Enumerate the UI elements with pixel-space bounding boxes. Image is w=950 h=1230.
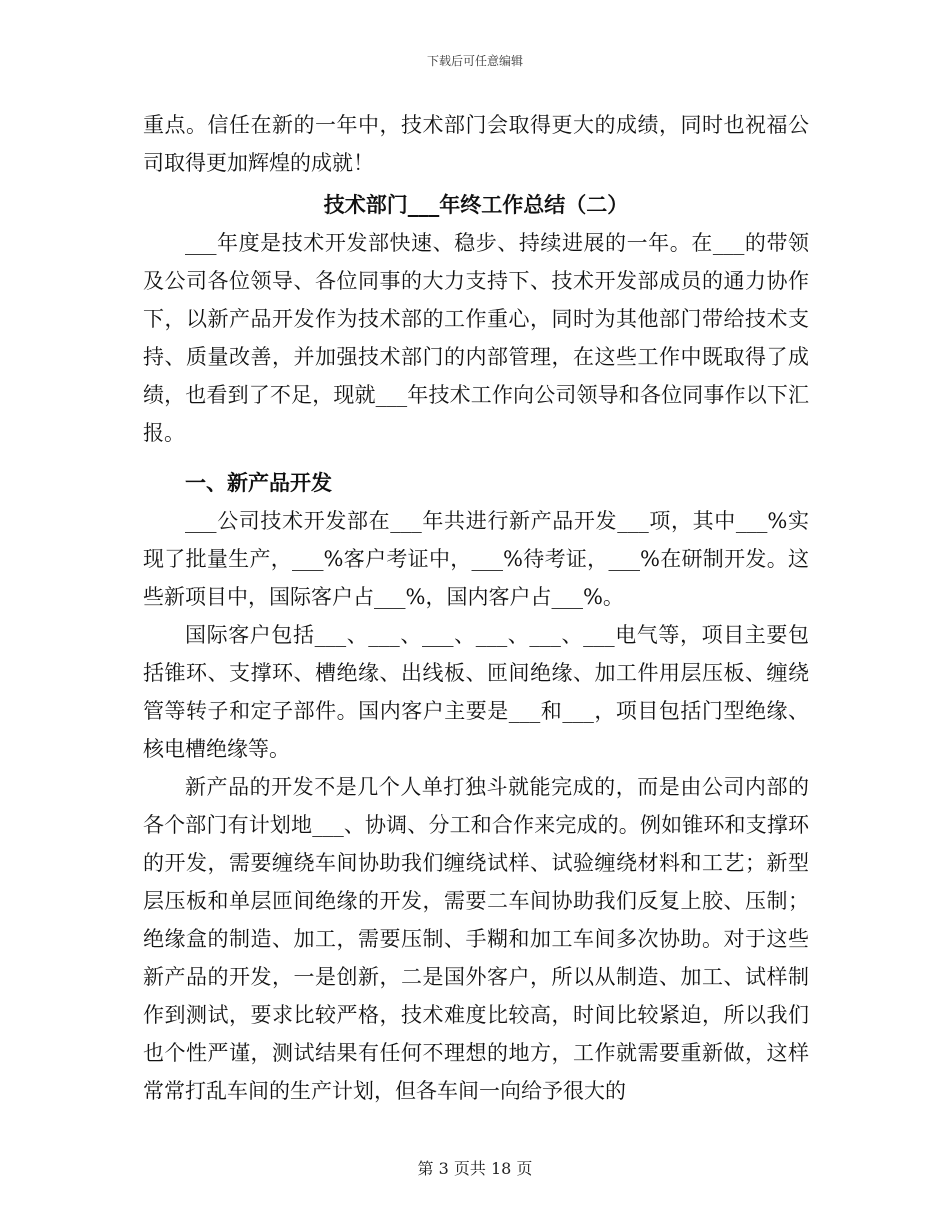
paragraph-new-product-stats: ___公司技术开发部在___年共进行新产品开发___项，其中___%实现了批量生产，___%客户考证中，___%待考证，___%在研制开发。这些新项目中，国际客户占___%，国内客户占___%。 — [143, 509, 809, 609]
document-body — [143, 106, 809, 1110]
paragraph-gap — [143, 452, 809, 462]
paragraph-collaboration: 新产品的开发不是几个人单打独斗就能完成的，而是由公司内部的各个部门有计划地___、协调、分工和合作来完成的。例如锥环和支撑环的开发，需要缠绕车间协助我们缠绕试样、试验缠绕材料和工艺；新型层压板和单层匝间绝缘的开发，需要二车间协助我们反复上胶、压制；绝缘盒的制造、加工，需要压制、手糊和加工车间多次协助。对于这些新产品的开发，一是创新，二是国外客户，所以从制造、加工、试样制作到测试，要求比较严格，技术难度比较高，时间比较紧迫，所以我们也个性严谨，测试结果有任何不理想的地方，工作就需要重新做，这样常常打乱车间的生产计划，但各车间一向给予很大的 — [143, 775, 809, 1103]
paragraph-clients: 国际客户包括___、___、___、___、___、___电气等，项目主要包括锥环、支撑环、槽绝缘、出线板、匝间绝缘、加工件用层压板、缠绕管等转子和定子部件。国内客户主要是___和___，项目包括门型绝缘、核电槽绝缘等。 — [143, 623, 809, 761]
section-title: 技术部门___年终工作总结（二） — [323, 192, 629, 217]
page-footer: 第 3 页共 18 页 — [417, 1159, 533, 1178]
intro-paragraph: ___年度是技术开发部快速、稳步、持续进展的一年。在___的带领及公司各位领导、各位同事的大力支持下、技术开发部成员的通力协作下，以新产品开发作为技术部的工作重心，同时为其他部门带给技术支持、质量改善，并加强技术部门的内部管理，在这些工作中既取得了成绩，也看到了不足，现就___年技术工作向公司领导和各位同事作以下汇报。 — [143, 231, 809, 445]
page-header-note: 下载后可任意编辑 — [426, 54, 523, 68]
continuation-paragraph: 重点。信任在新的一年中，技术部门会取得更大的成绩，同时也祝福公司取得更加辉煌的成就！ — [143, 113, 809, 175]
section-heading-new-product: 一、新产品开发 — [185, 470, 332, 495]
